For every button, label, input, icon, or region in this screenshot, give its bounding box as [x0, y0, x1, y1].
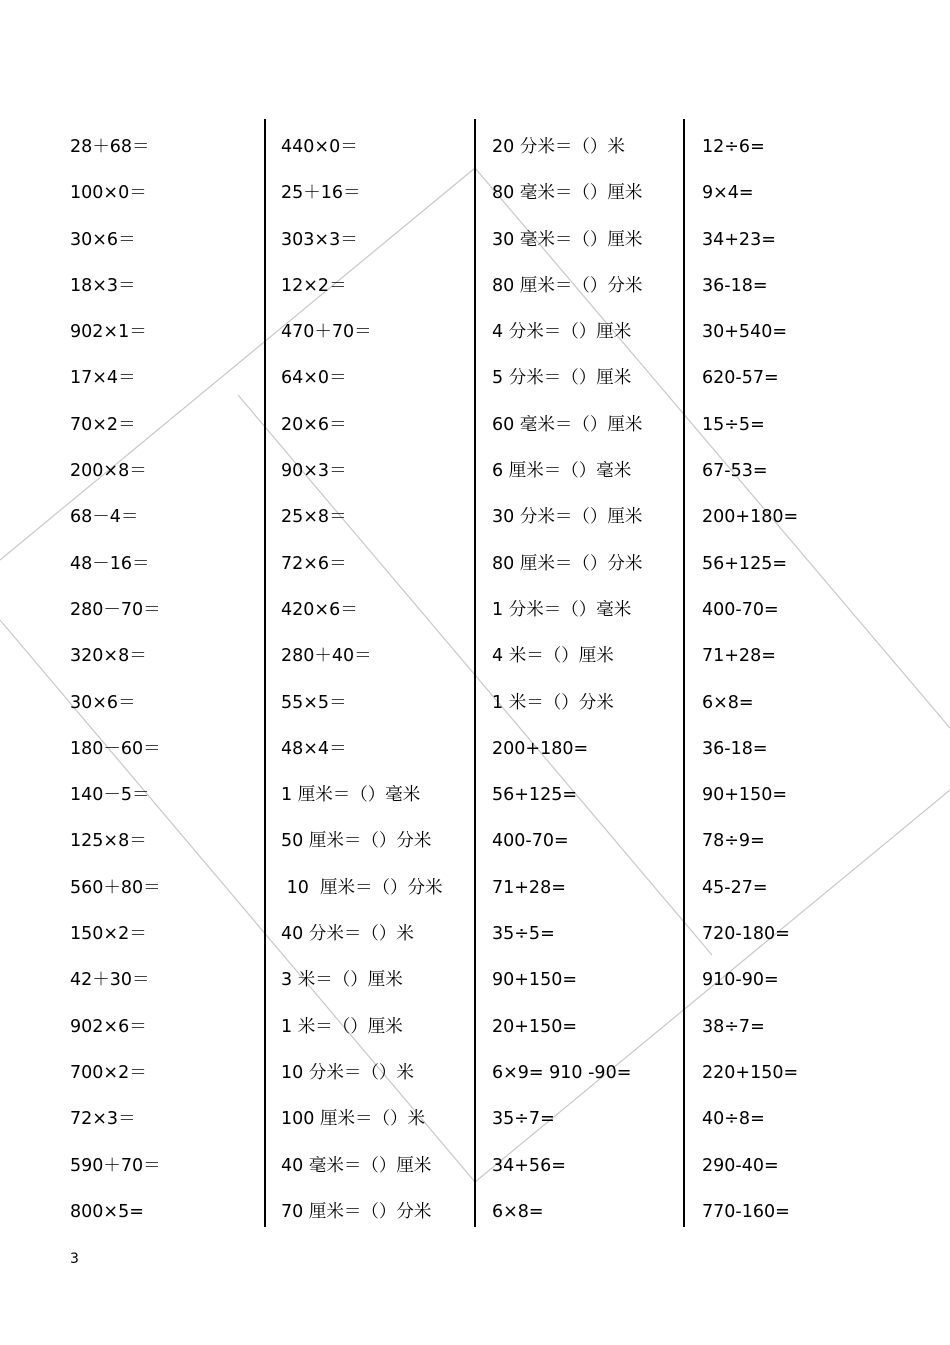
problem-item: 34+23=: [702, 229, 776, 250]
problem-item: 100 厘米＝（）米: [281, 1109, 425, 1130]
problem-item: 15÷5=: [702, 414, 765, 435]
problem-item: 800×5=: [70, 1201, 144, 1222]
problem-item: 560＋80＝: [70, 877, 161, 898]
problem-item: 80 厘米＝（）分米: [492, 553, 643, 574]
problem-item: 4 米＝（）厘米: [492, 646, 614, 667]
problem-item: 180－60＝: [70, 738, 161, 759]
problem-item: 5 分米＝（）厘米: [492, 368, 632, 389]
problem-item: 70 厘米＝（）分米: [281, 1201, 432, 1222]
problem-item: 40 分米＝（）米: [281, 924, 414, 945]
problem-item: 280－70＝: [70, 599, 161, 620]
problem-item: 67-53=: [702, 461, 768, 482]
problem-item: 20+150=: [492, 1016, 577, 1037]
problem-item: 9×4=: [702, 183, 754, 204]
problem-item: 35÷7=: [492, 1109, 555, 1130]
problem-item: 70×2＝: [70, 414, 136, 435]
problem-item: 200×8＝: [70, 461, 147, 482]
problem-item: 590＋70＝: [70, 1155, 161, 1176]
problem-item: 4 分米＝（）厘米: [492, 322, 632, 343]
problem-item: 902×1＝: [70, 322, 147, 343]
problem-item: 36-18=: [702, 738, 768, 759]
problem-item: 20×6＝: [281, 414, 347, 435]
problem-item: 64×0＝: [281, 368, 347, 389]
problem-item: 18×3＝: [70, 275, 136, 296]
problem-column-2: [281, 124, 481, 1235]
problem-item: 71+28=: [492, 877, 566, 898]
problem-item: 35÷5=: [492, 924, 555, 945]
problem-item: 6×8=: [702, 692, 754, 713]
problem-item: 10 分米＝（）米: [281, 1062, 414, 1083]
problem-item: 1 厘米＝（）毫米: [281, 785, 421, 806]
problem-item: 140－5＝: [70, 785, 150, 806]
column-divider: [264, 119, 266, 1227]
problem-item: 42＋30＝: [70, 970, 150, 991]
problem-item: 30×6＝: [70, 692, 136, 713]
problem-item: 200+180=: [492, 738, 589, 759]
problem-item: 25＋16＝: [281, 183, 361, 204]
problem-item: 50 厘米＝（）分米: [281, 831, 432, 852]
column-divider: [683, 119, 685, 1227]
problem-item: 440×0＝: [281, 137, 358, 157]
problem-item: 902×6＝: [70, 1016, 147, 1037]
problem-item: 1 分米＝（）毫米: [492, 599, 632, 620]
problem-item: 720-180=: [702, 924, 790, 945]
problem-column-3: [492, 124, 692, 1235]
problem-item: 100×0＝: [70, 183, 147, 204]
problem-item: 400-70=: [702, 599, 779, 620]
problem-item: 470＋70＝: [281, 322, 372, 343]
problem-item: 72×6＝: [281, 553, 347, 574]
problem-item: 78÷9=: [702, 831, 765, 852]
problem-item: 400-70=: [492, 831, 569, 852]
problem-item: 20 分米＝（）米: [492, 137, 625, 157]
problem-item: 30+540=: [702, 322, 787, 343]
problem-item: 1 米＝（）厘米: [281, 1016, 403, 1037]
problem-item: 60 毫米＝（）厘米: [492, 414, 643, 435]
problem-item: 12÷6=: [702, 137, 765, 157]
problem-item: 220+150=: [702, 1062, 799, 1083]
problem-item: 28＋68＝: [70, 137, 150, 157]
problem-item: 90+150=: [702, 785, 787, 806]
problem-item: 620-57=: [702, 368, 779, 389]
problem-item: 25×8＝: [281, 507, 347, 528]
problem-item: 30 分米＝（）厘米: [492, 507, 643, 528]
problem-item: 56+125=: [702, 553, 787, 574]
problem-column-1: [70, 124, 270, 1235]
problem-item: 56+125=: [492, 785, 577, 806]
problem-item: 48×4＝: [281, 738, 347, 759]
problem-item: 40 毫米＝（）厘米: [281, 1155, 432, 1176]
problem-item: 40÷8=: [702, 1109, 765, 1130]
problem-item: 80 厘米＝（）分米: [492, 275, 643, 296]
problem-item: 910-90=: [702, 970, 779, 991]
problem-column-4: [702, 124, 902, 1235]
problem-item: 30×6＝: [70, 229, 136, 250]
problem-item: 420×6＝: [281, 599, 358, 620]
problem-item: 770-160=: [702, 1201, 790, 1222]
problem-item: 150×2＝: [70, 924, 147, 945]
problem-item: 200+180=: [702, 507, 799, 528]
problem-item: 34+56=: [492, 1155, 566, 1176]
problem-item: 36-18=: [702, 275, 768, 296]
problem-item: 303×3＝: [281, 229, 358, 250]
problem-item: 125×8＝: [70, 831, 147, 852]
problem-item: 48－16＝: [70, 553, 150, 574]
problem-item: 12×2＝: [281, 275, 347, 296]
problem-item: 280＋40＝: [281, 646, 372, 667]
problem-item: 30 毫米＝（）厘米: [492, 229, 643, 250]
problem-item: 71+28=: [702, 646, 776, 667]
problem-item: 320×8＝: [70, 646, 147, 667]
problem-item: 6×8=: [492, 1201, 544, 1222]
column-divider: [474, 119, 476, 1227]
page-number: 3: [70, 1251, 79, 1267]
problem-item: 3 米＝（）厘米: [281, 970, 403, 991]
problem-item: 17×4＝: [70, 368, 136, 389]
problem-item: 90×3＝: [281, 461, 347, 482]
problem-item: 700×2＝: [70, 1062, 147, 1083]
problem-item: 38÷7=: [702, 1016, 765, 1037]
problem-item: 6×9= 910 -90=: [492, 1062, 632, 1083]
problem-item: 6 厘米＝（）毫米: [492, 461, 632, 482]
problem-item: 55×5＝: [281, 692, 347, 713]
problem-item: 72×3＝: [70, 1109, 136, 1130]
problem-item: 290-40=: [702, 1155, 779, 1176]
problem-item: 68－4＝: [70, 507, 139, 528]
problem-item: 10 厘米＝（）分米: [281, 877, 443, 898]
problem-item: 90+150=: [492, 970, 577, 991]
problem-item: 80 毫米＝（）厘米: [492, 183, 643, 204]
problem-item: 1 米＝（）分米: [492, 692, 614, 713]
problem-item: 45-27=: [702, 877, 768, 898]
